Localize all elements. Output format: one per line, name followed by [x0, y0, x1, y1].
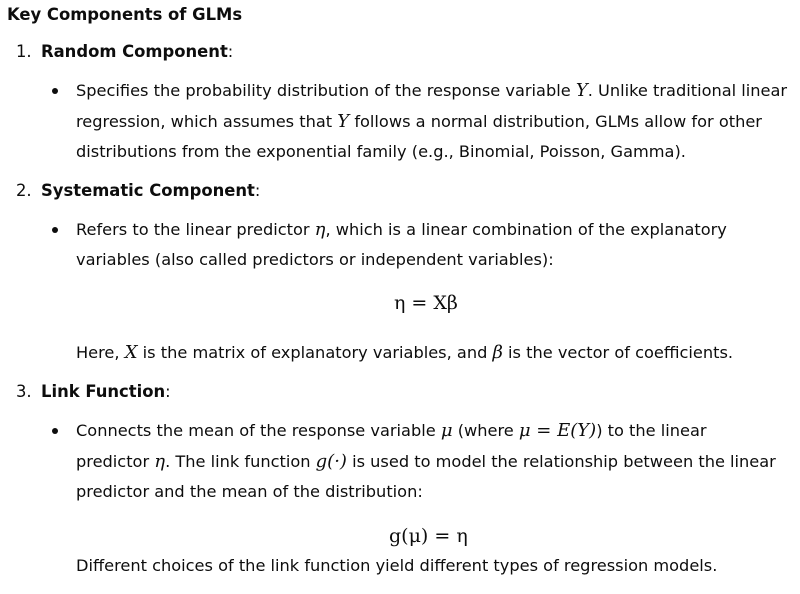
item-title-colon: : — [165, 382, 171, 401]
math-variable: X — [124, 342, 138, 363]
math-expression: μ = E(Y) — [518, 420, 597, 441]
paragraph-line — [76, 80, 787, 101]
item-title-colon: : — [227, 42, 234, 61]
math-variable: η — [154, 451, 166, 472]
display-equation: g(μ) = η — [389, 525, 468, 547]
bullet-dot — [52, 227, 58, 233]
text-run: . Unlike traditional linear — [587, 81, 788, 100]
paragraph-line — [76, 219, 727, 240]
list-item-title-row — [41, 181, 260, 200]
section-heading: Key Components of GLMs — [7, 5, 243, 24]
paragraph-line — [76, 111, 762, 132]
math-variable: μ — [440, 420, 453, 441]
math-variable: η — [314, 219, 326, 240]
text-run: Refers to the linear predictor — [76, 220, 315, 239]
paragraph-line — [76, 420, 707, 441]
text-run: is the vector of coefficients. — [502, 343, 734, 362]
text-run: is used to model the relationship between the linear — [346, 452, 776, 471]
text-run: (where — [452, 421, 519, 440]
list-number: 1. — [16, 42, 32, 61]
paragraph-line: Different choices of the link function yield different types of regression models. — [76, 556, 718, 575]
text-run: , which is a linear combination of the explanatory — [325, 220, 727, 239]
item-title-link-function: Link Function — [41, 382, 166, 401]
paragraph-line: distributions from the exponential family (e.g., Binomial, Poisson, Gamma). — [76, 142, 686, 161]
text-run: predictor — [76, 452, 155, 471]
text-run: Here, — [76, 343, 125, 362]
item-title-random-component: Random Component — [41, 42, 228, 61]
bullet-dot — [52, 428, 58, 434]
math-expression: g(·) — [315, 451, 347, 472]
text-run: is the matrix of explanatory variables, and — [137, 343, 493, 362]
paragraph-line: variables (also called predictors or independent variables): — [76, 250, 554, 269]
paragraph-line — [76, 451, 776, 472]
text-run: Specifies the probability distribution of the response variable — [76, 81, 576, 100]
text-run: Connects the mean of the response variable — [76, 421, 441, 440]
text-run: ) to the linear — [596, 421, 707, 440]
list-number: 3. — [16, 382, 32, 401]
bullet-dot — [52, 88, 58, 94]
text-run: regression, which assumes that — [76, 112, 338, 131]
math-variable: Y — [337, 111, 350, 132]
math-variable: β — [492, 342, 503, 363]
item-title-systematic-component: Systematic Component — [41, 181, 255, 200]
list-item-title-row — [41, 42, 233, 61]
item-title-colon: : — [254, 181, 261, 200]
list-number: 2. — [16, 181, 32, 200]
text-run: follows a normal distribution, GLMs allow for other — [349, 112, 762, 131]
paragraph-line — [76, 342, 733, 363]
display-equation: η = Xβ — [394, 292, 458, 314]
list-item-title-row — [41, 382, 171, 401]
paragraph-line: predictor and the mean of the distribution: — [76, 482, 423, 501]
text-run: . The link function — [165, 452, 316, 471]
math-variable: Y — [575, 80, 588, 101]
